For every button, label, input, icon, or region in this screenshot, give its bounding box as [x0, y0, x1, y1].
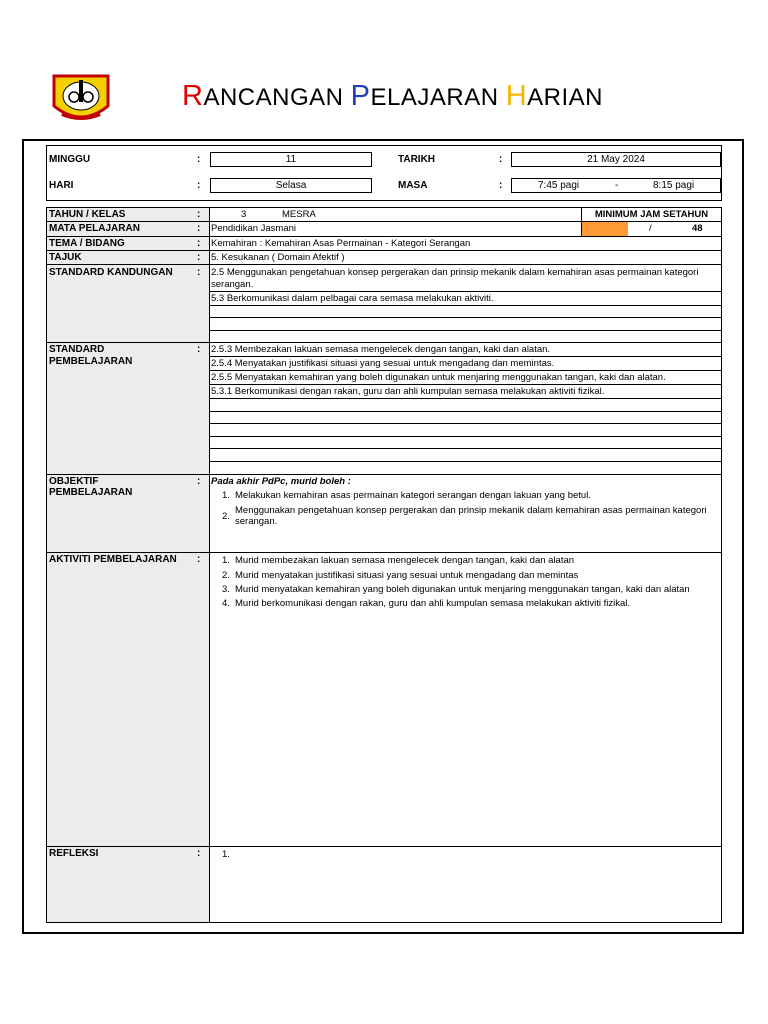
masa-label: MASA	[398, 180, 428, 191]
title-part-1: RANCANGAN	[182, 80, 351, 112]
objektif-intro: Pada akhir PdPc, murid boleh :	[211, 476, 351, 487]
tahun-value[interactable]: 3	[241, 209, 247, 220]
sp-colon: :	[197, 344, 201, 355]
masa-end: 8:15 pagi	[653, 180, 695, 191]
tajuk-value[interactable]: 5. Kesukanan ( Domain Afektif )	[211, 252, 345, 263]
hari-colon: :	[197, 180, 201, 191]
sp-item-1[interactable]: 2.5.3 Membezakan lakuan semasa mengelecek dengan tangan, kaki dan alatan.	[211, 344, 551, 355]
minggu-field[interactable]: 11	[210, 152, 372, 167]
sp-item-3[interactable]: 2.5.5 Menyatakan kemahiran yang boleh digunakan untuk menjaring menggunakan tangan, kaki dan alatan.	[211, 372, 666, 383]
min-jam-label: MINIMUM JAM SETAHUN	[594, 209, 709, 220]
sp-label-2: PEMBELAJARAN	[49, 356, 133, 367]
masa-start: 7:45 pagi	[538, 180, 580, 191]
objektif-label-2: PEMBELAJARAN	[49, 487, 133, 498]
refleksi-label: REFLEKSI	[49, 848, 99, 859]
sp-item-4[interactable]: 5.3.1 Berkomunikasi dengan rakan, guru dan ahli kumpulan semasa melakukan aktiviti fizikal.	[211, 386, 605, 397]
title-part-3: HARIAN	[505, 80, 604, 112]
tarikh-colon: :	[499, 154, 503, 165]
refleksi-item-1[interactable]: 1.	[222, 849, 230, 860]
tahun-label: TAHUN / KELAS	[49, 209, 126, 220]
minggu-colon: :	[197, 154, 201, 165]
tarikh-label: TARIKH	[398, 154, 436, 165]
min-jam-value: 48	[692, 223, 703, 234]
tajuk-label: TAJUK	[49, 252, 82, 263]
objektif-item[interactable]: 2. Menggunakan pengetahuan konsep pergerakan dan prinsip mekanik dalam kemahiran asas permainan kategori serangan.	[222, 505, 707, 527]
title-part-2: PELAJARAN	[350, 80, 506, 112]
sp-item-2[interactable]: 2.5.4 Menyatakan justifikasi situasi yang sesuai untuk mengadang dan memintas.	[211, 358, 555, 369]
tajuk-colon: :	[197, 252, 201, 263]
objektif-colon: :	[197, 476, 201, 487]
tema-label: TEMA / BIDANG	[49, 238, 125, 249]
aktiviti-label: AKTIVITI PEMBELAJARAN	[49, 554, 177, 565]
refleksi-colon: :	[197, 848, 201, 859]
standard-kandungan-label: STANDARD KANDUNGAN	[49, 267, 173, 278]
objektif-label-1: OBJEKTIF	[49, 476, 99, 487]
sk-item-1[interactable]: 2.5 Menggunakan pengetahuan konsep pergerakan dan prinsip mekanik dalam kemahiran asas permainan kategori serangan.	[211, 267, 699, 290]
min-jam-slash: /	[649, 223, 652, 234]
hari-label: HARI	[49, 180, 74, 191]
tema-colon: :	[197, 238, 201, 249]
kelas-value[interactable]: MESRA	[282, 209, 316, 220]
mata-value[interactable]: Pendidikan Jasmani	[211, 223, 297, 234]
masa-dash: -	[615, 180, 619, 191]
sk-colon: :	[197, 267, 201, 278]
page-title	[182, 80, 603, 113]
sp-label-1: STANDARD	[49, 344, 105, 355]
mata-colon: :	[197, 223, 201, 234]
masa-field[interactable]	[511, 178, 721, 193]
school-logo	[48, 70, 114, 126]
tahun-colon: :	[197, 209, 201, 220]
tarikh-field[interactable]: 21 May 2024	[511, 152, 721, 167]
hari-field[interactable]: Selasa	[210, 178, 372, 193]
tema-value[interactable]: Kemahiran : Kemahiran Asas Permainan - Kategori Serangan	[211, 238, 471, 249]
masa-colon: :	[499, 180, 503, 191]
sk-item-2[interactable]: 5.3 Berkomunikasi dalam pelbagai cara semasa melakukan aktiviti.	[211, 293, 494, 304]
min-jam-indicator	[582, 222, 628, 236]
minggu-label: MINGGU	[49, 154, 91, 165]
mata-label: MATA PELAJARAN	[49, 223, 140, 234]
aktiviti-colon: :	[197, 554, 201, 565]
